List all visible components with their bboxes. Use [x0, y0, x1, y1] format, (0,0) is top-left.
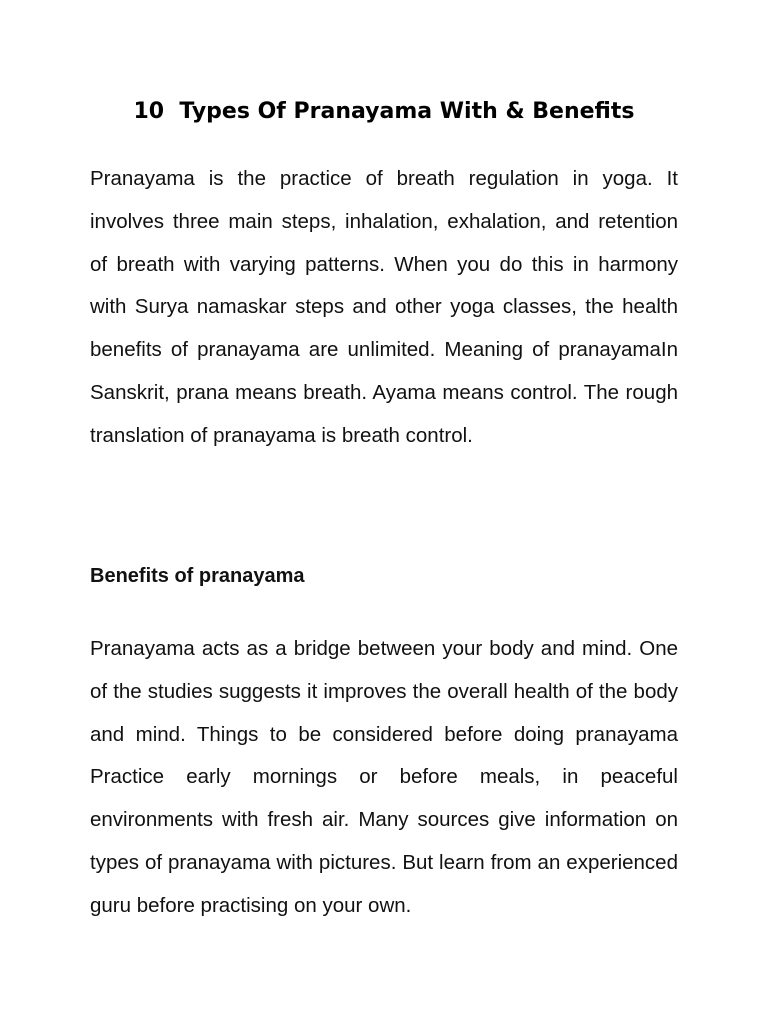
benefits-paragraph: Pranayama acts as a bridge between your body and mind. One of the studies suggests it improves the overall health of the body and mind. Things to be considered before doing pranayama Practice early mornings or before meals, in peaceful environments with fresh air. Many sources give information on types of pranayama with pictures. But learn from an experienced guru before practising on your own. — [90, 637, 678, 917]
document-title: 10 Types Of Pranayama With & Benefits — [133, 99, 635, 124]
section-heading: Benefits of pranayama — [90, 565, 305, 587]
intro-paragraph: Pranayama is the practice of breath regulation in yoga. It involves three main steps, inhalation, exhalation, and retention of breath with varying patterns. When you do this in harmony with Surya namaskar steps and other yoga classes, the health benefits of pranayama are unlimited. Meaning of pranayamaIn Sanskrit, prana means breath. Ayama means control. The rough translation of pranayama is breath control. — [90, 167, 678, 447]
